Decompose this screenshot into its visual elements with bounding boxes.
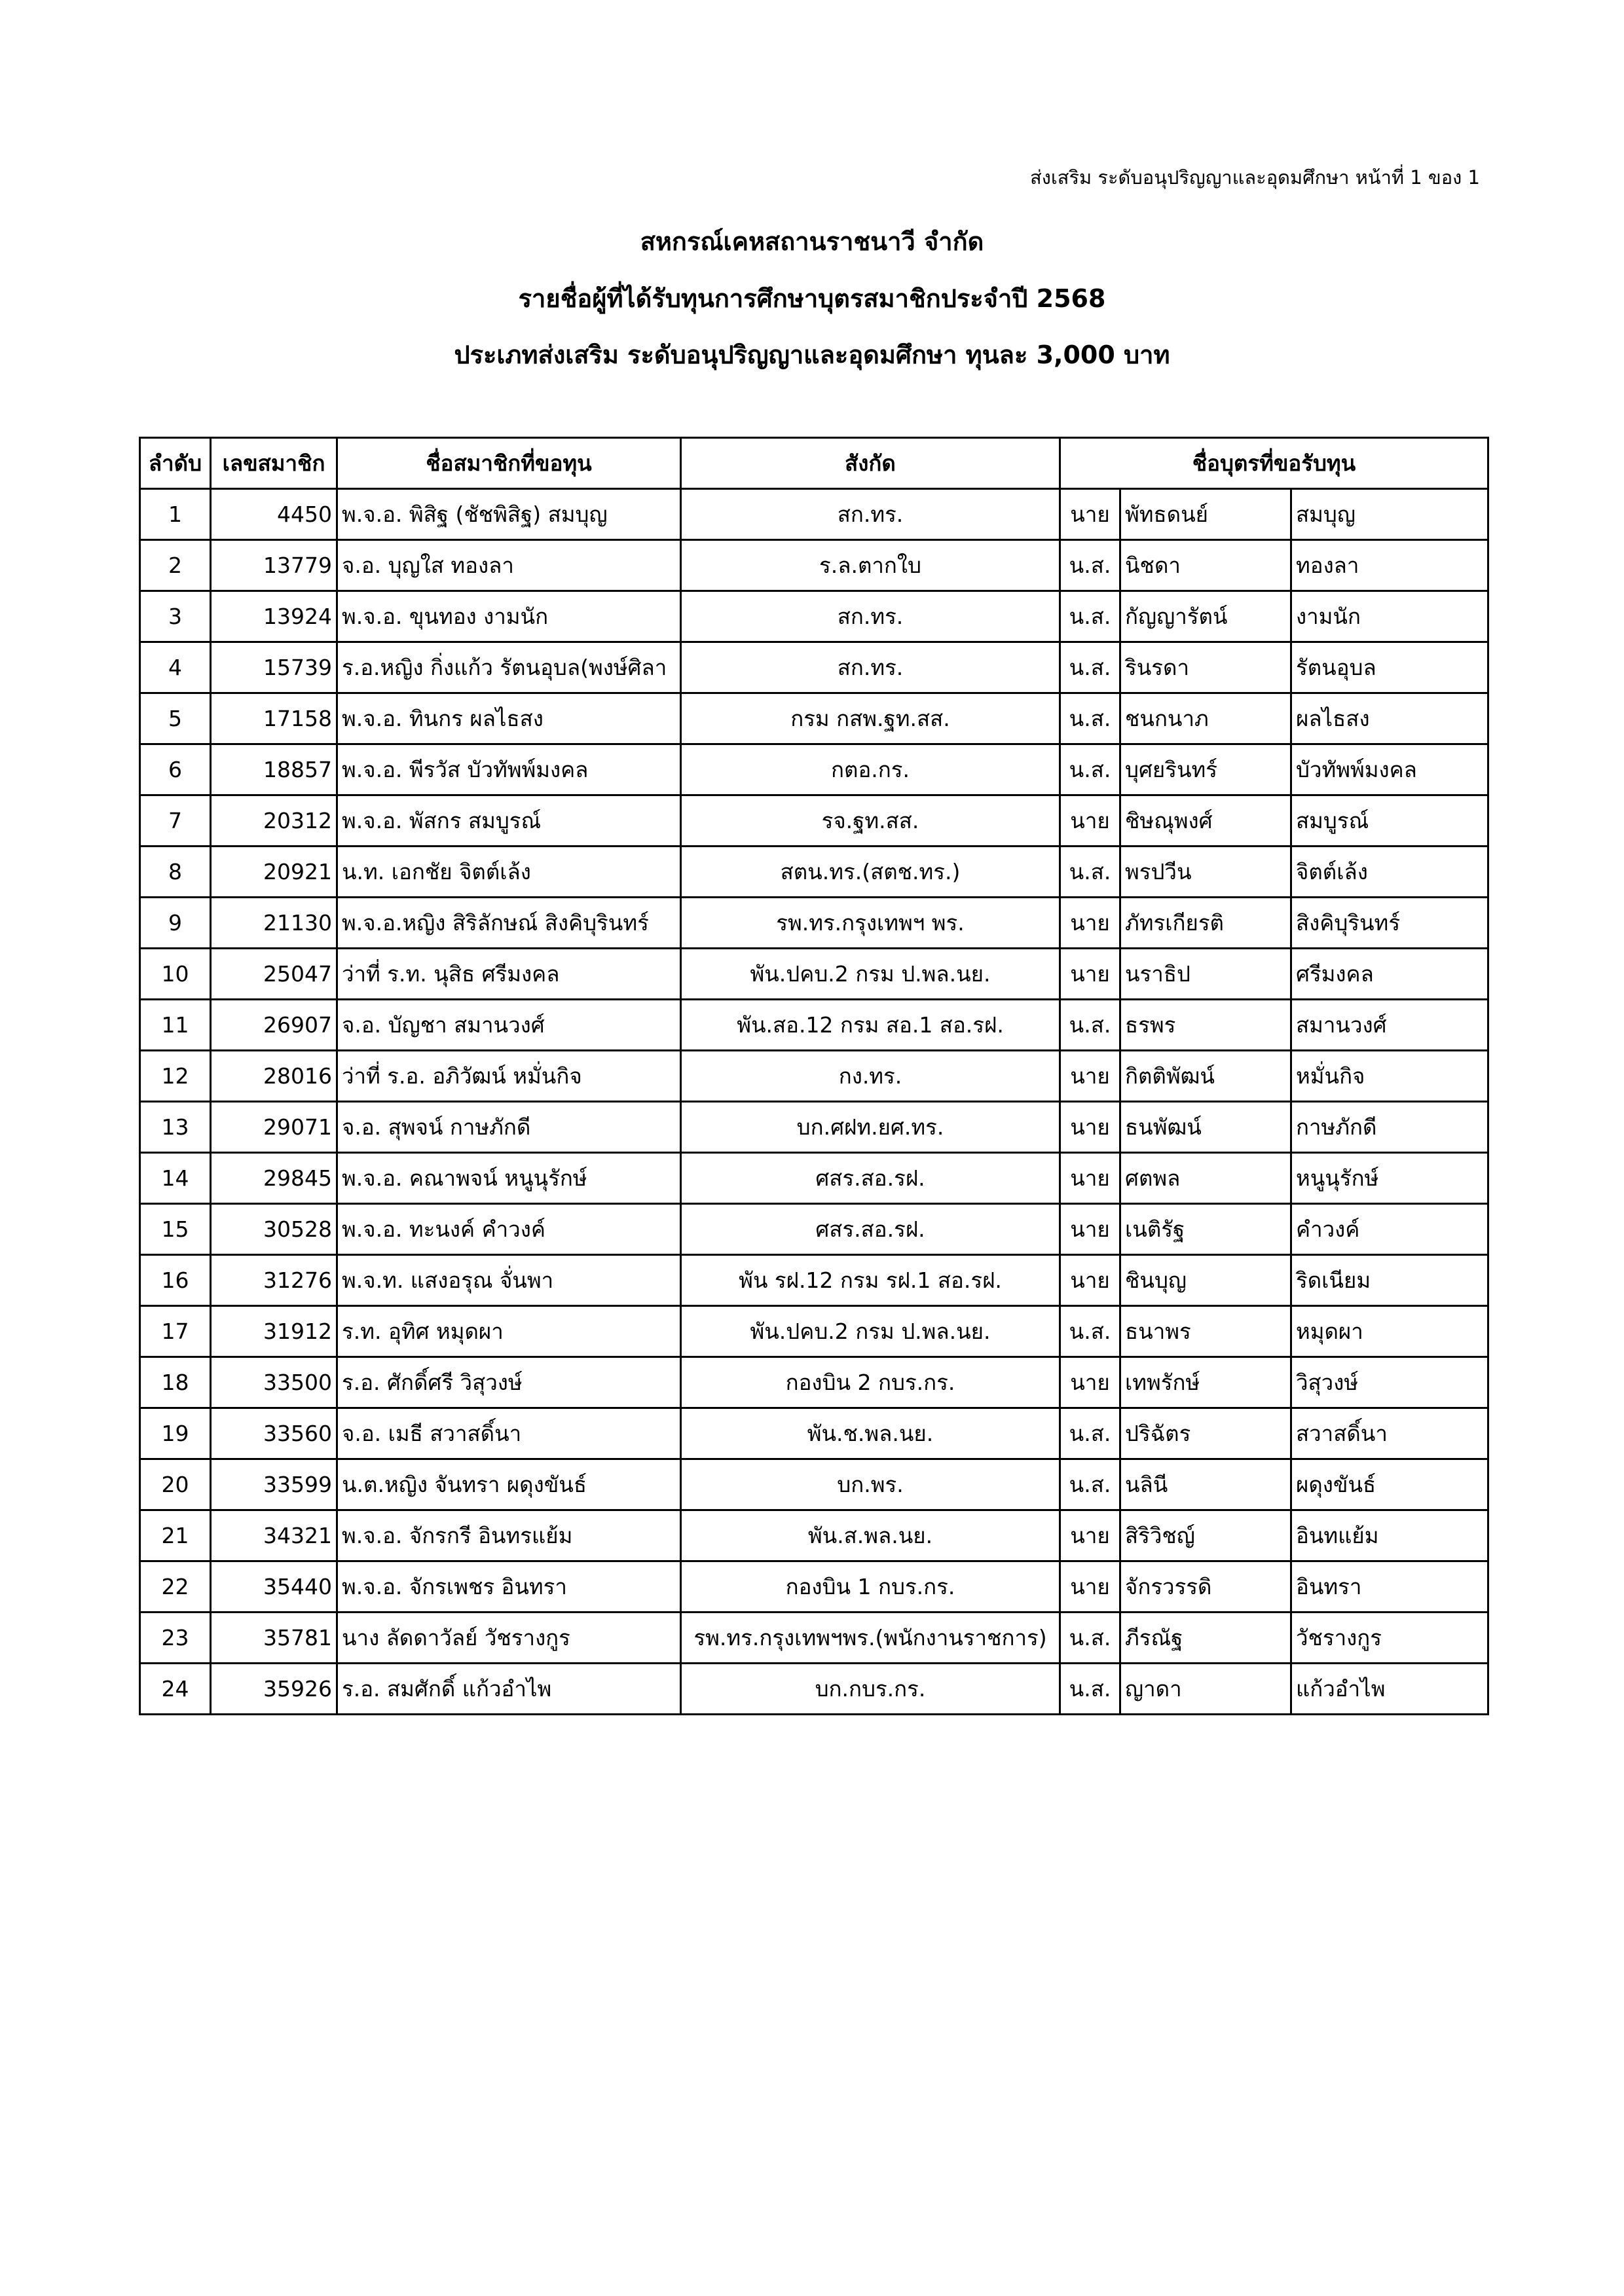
- cell-member-name: น.ต.หญิง จันทรา ผดุงขันธ์: [337, 1459, 681, 1510]
- cell-member-name: นาง ลัดดาวัลย์ วัชรางกูร: [337, 1613, 681, 1664]
- cell-unit: สตน.ทร.(สตช.ทร.): [681, 847, 1060, 898]
- cell-member-no: 20312: [211, 795, 337, 847]
- cell-child-title: น.ส.: [1060, 591, 1120, 642]
- cell-child-title: นาย: [1060, 1153, 1120, 1204]
- cell-child-first-name: ภัทรเกียรติ: [1120, 898, 1291, 949]
- table-row: [140, 1204, 1488, 1255]
- cell-member-name: ร.ท. อุทิศ หมุดผา: [337, 1306, 681, 1357]
- cell-no: 7: [140, 795, 211, 847]
- cell-unit: ร.ล.ตากใบ: [681, 540, 1060, 591]
- cell-member-no: 33500: [211, 1357, 337, 1408]
- table-row: [140, 1102, 1488, 1153]
- page-header: ส่งเสริม ระดับอนุปริญญาและอุดมศึกษา หน้าที่ 1 ของ 1: [1030, 166, 1480, 189]
- cell-member-name: พ.จ.อ. คณาพจน์ หนูนุรักษ์: [337, 1153, 681, 1204]
- cell-child-last-name: บัวทัพพ์มงคล: [1291, 744, 1488, 795]
- cell-child-first-name: นิชดา: [1120, 540, 1291, 591]
- cell-child-last-name: หมั่นกิจ: [1291, 1051, 1488, 1102]
- cell-unit: พัน.ส.พล.นย.: [681, 1510, 1060, 1561]
- cell-member-name: พ.จ.อ. ขุนทอง งามนัก: [337, 591, 681, 642]
- cell-child-last-name: วัชรางกูร: [1291, 1613, 1488, 1664]
- cell-child-first-name: ชนกนาภ: [1120, 693, 1291, 744]
- table-row: [140, 847, 1488, 898]
- cell-child-last-name: คำวงค์: [1291, 1204, 1488, 1255]
- cell-member-no: 29071: [211, 1102, 337, 1153]
- cell-child-first-name: เนติรัฐ: [1120, 1204, 1291, 1255]
- cell-no: 10: [140, 949, 211, 1000]
- header-unit: สังกัด: [681, 438, 1060, 489]
- header-no: ลำดับ: [140, 438, 211, 489]
- cell-member-name: จ.อ. เมธี สวาสดิ์นา: [337, 1408, 681, 1459]
- cell-no: 18: [140, 1357, 211, 1408]
- cell-member-no: 34321: [211, 1510, 337, 1561]
- table-row: [140, 1510, 1488, 1561]
- document-subtitle: รายชื่อผู้ที่ได้รับทุนการศึกษาบุตรสมาชิกประจำปี 2568: [518, 284, 1106, 313]
- table-row: [140, 1613, 1488, 1664]
- cell-unit: กรม กสพ.ฐท.สส.: [681, 693, 1060, 744]
- cell-child-title: นาย: [1060, 795, 1120, 847]
- cell-child-last-name: สมานวงศ์: [1291, 1000, 1488, 1051]
- cell-member-name: พ.จ.อ. พีรวัส บัวทัพพ์มงคล: [337, 744, 681, 795]
- cell-child-last-name: อินทแย้ม: [1291, 1510, 1488, 1561]
- cell-unit: สก.ทร.: [681, 489, 1060, 540]
- cell-member-no: 26907: [211, 1000, 337, 1051]
- cell-unit: บก.กบร.กร.: [681, 1664, 1060, 1715]
- cell-child-last-name: แก้วอำไพ: [1291, 1664, 1488, 1715]
- cell-child-title: น.ส.: [1060, 1664, 1120, 1715]
- table-row: [140, 898, 1488, 949]
- cell-no: 13: [140, 1102, 211, 1153]
- cell-member-no: 21130: [211, 898, 337, 949]
- cell-member-name: จ.อ. บัญชา สมานวงศ์: [337, 1000, 681, 1051]
- table-row: [140, 489, 1488, 540]
- cell-child-last-name: รัตนอุบล: [1291, 642, 1488, 693]
- cell-member-no: 28016: [211, 1051, 337, 1102]
- cell-child-last-name: งามนัก: [1291, 591, 1488, 642]
- cell-member-name: จ.อ. สุพจน์ กาษภักดี: [337, 1102, 681, 1153]
- cell-child-title: นาย: [1060, 1561, 1120, 1613]
- cell-child-first-name: กิตติพัฒน์: [1120, 1051, 1291, 1102]
- header-member-no: เลขสมาชิก: [211, 438, 337, 489]
- cell-unit: กองบิน 1 กบร.กร.: [681, 1561, 1060, 1613]
- cell-member-no: 30528: [211, 1204, 337, 1255]
- cell-member-no: 33599: [211, 1459, 337, 1510]
- cell-member-name: พ.จ.อ. ทะนงค์ คำวงค์: [337, 1204, 681, 1255]
- scholarship-table: [139, 437, 1489, 1715]
- cell-unit: พัน.สอ.12 กรม สอ.1 สอ.รฝ.: [681, 1000, 1060, 1051]
- cell-child-title: น.ส.: [1060, 540, 1120, 591]
- cell-no: 5: [140, 693, 211, 744]
- cell-child-first-name: ภีรณัฐ: [1120, 1613, 1291, 1664]
- cell-unit: ศสร.สอ.รฝ.: [681, 1153, 1060, 1204]
- cell-child-first-name: สิริวิชญ์: [1120, 1510, 1291, 1561]
- cell-child-last-name: ริดเนียม: [1291, 1255, 1488, 1306]
- cell-child-last-name: สมบูรณ์: [1291, 795, 1488, 847]
- cell-member-name: น.ท. เอกชัย จิตต์เล้ง: [337, 847, 681, 898]
- cell-child-last-name: กาษภักดี: [1291, 1102, 1488, 1153]
- table-row: [140, 642, 1488, 693]
- cell-member-no: 35440: [211, 1561, 337, 1613]
- cell-member-name: พ.จ.อ. ทินกร ผลไธสง: [337, 693, 681, 744]
- cell-child-first-name: นลินี: [1120, 1459, 1291, 1510]
- cell-child-last-name: ผลไธสง: [1291, 693, 1488, 744]
- table-row: [140, 1561, 1488, 1613]
- table-row: [140, 795, 1488, 847]
- table-row: [140, 1306, 1488, 1357]
- cell-unit: รจ.ฐท.สส.: [681, 795, 1060, 847]
- cell-child-first-name: ปริฉัตร: [1120, 1408, 1291, 1459]
- cell-child-last-name: สิงคิบุรินทร์: [1291, 898, 1488, 949]
- cell-child-last-name: ผดุงขันธ์: [1291, 1459, 1488, 1510]
- cell-child-first-name: ชินบุญ: [1120, 1255, 1291, 1306]
- cell-child-title: นาย: [1060, 489, 1120, 540]
- cell-member-name: จ.อ. บุญใส ทองลา: [337, 540, 681, 591]
- cell-no: 16: [140, 1255, 211, 1306]
- cell-no: 11: [140, 1000, 211, 1051]
- cell-child-title: นาย: [1060, 1255, 1120, 1306]
- cell-unit: พัน รฝ.12 กรม รฝ.1 สอ.รฝ.: [681, 1255, 1060, 1306]
- cell-child-last-name: ทองลา: [1291, 540, 1488, 591]
- table-row: [140, 1255, 1488, 1306]
- cell-child-first-name: จักรวรรดิ: [1120, 1561, 1291, 1613]
- cell-no: 22: [140, 1561, 211, 1613]
- cell-no: 14: [140, 1153, 211, 1204]
- cell-member-name: ร.อ. ศักดิ์ศรี วิสุวงษ์: [337, 1357, 681, 1408]
- cell-no: 20: [140, 1459, 211, 1510]
- cell-member-no: 20921: [211, 847, 337, 898]
- cell-child-title: น.ส.: [1060, 1306, 1120, 1357]
- cell-unit: พัน.ปคบ.2 กรม ป.พล.นย.: [681, 1306, 1060, 1357]
- cell-child-first-name: นราธิป: [1120, 949, 1291, 1000]
- cell-member-no: 17158: [211, 693, 337, 744]
- cell-no: 19: [140, 1408, 211, 1459]
- cell-unit: กง.ทร.: [681, 1051, 1060, 1102]
- cell-unit: รพ.ทร.กรุงเทพฯพร.(พนักงานราชการ): [681, 1613, 1060, 1664]
- cell-child-last-name: จิตต์เล้ง: [1291, 847, 1488, 898]
- cell-no: 6: [140, 744, 211, 795]
- cell-child-first-name: เทพรักษ์: [1120, 1357, 1291, 1408]
- cell-child-title: น.ส.: [1060, 847, 1120, 898]
- cell-unit: บก.ศฝท.ยศ.ทร.: [681, 1102, 1060, 1153]
- table-row: [140, 693, 1488, 744]
- cell-child-last-name: สมบุญ: [1291, 489, 1488, 540]
- cell-no: 15: [140, 1204, 211, 1255]
- cell-child-title: นาย: [1060, 1204, 1120, 1255]
- cell-no: 21: [140, 1510, 211, 1561]
- cell-child-title: น.ส.: [1060, 1408, 1120, 1459]
- cell-member-no: 33560: [211, 1408, 337, 1459]
- cell-child-first-name: บุศยรินทร์: [1120, 744, 1291, 795]
- cell-child-first-name: ธนพัฒน์: [1120, 1102, 1291, 1153]
- table-body: [140, 489, 1488, 1715]
- cell-child-last-name: หมุดผา: [1291, 1306, 1488, 1357]
- cell-unit: บก.พร.: [681, 1459, 1060, 1510]
- cell-no: 17: [140, 1306, 211, 1357]
- cell-child-first-name: ญาดา: [1120, 1664, 1291, 1715]
- table-header-row: [140, 438, 1488, 489]
- cell-child-title: น.ส.: [1060, 1000, 1120, 1051]
- cell-member-no: 31912: [211, 1306, 337, 1357]
- cell-no: 1: [140, 489, 211, 540]
- cell-no: 4: [140, 642, 211, 693]
- cell-child-first-name: กัญญารัตน์: [1120, 591, 1291, 642]
- document-subtitle-2: ประเภทส่งเสริม ระดับอนุปริญญาและอุดมศึกษา ทุนละ 3,000 บาท: [454, 340, 1170, 369]
- header-member-name: ชื่อสมาชิกที่ขอทุน: [337, 438, 681, 489]
- cell-child-last-name: สวาสดิ์นา: [1291, 1408, 1488, 1459]
- cell-member-no: 29845: [211, 1153, 337, 1204]
- table-row: [140, 1459, 1488, 1510]
- table-row: [140, 1357, 1488, 1408]
- table-row: [140, 1000, 1488, 1051]
- cell-member-name: ว่าที่ ร.อ. อภิวัฒน์ หมั่นกิจ: [337, 1051, 681, 1102]
- cell-member-name: ร.อ. สมศักดิ์ แก้วอำไพ: [337, 1664, 681, 1715]
- cell-member-name: ว่าที่ ร.ท. นุสิธ ศรีมงคล: [337, 949, 681, 1000]
- cell-child-first-name: รินรดา: [1120, 642, 1291, 693]
- cell-member-name: พ.จ.อ. จักรกรี อินทรแย้ม: [337, 1510, 681, 1561]
- table-row: [140, 1051, 1488, 1102]
- cell-member-name: พ.จ.อ. พัสกร สมบูรณ์: [337, 795, 681, 847]
- table-row: [140, 744, 1488, 795]
- table-row: [140, 540, 1488, 591]
- cell-child-title: นาย: [1060, 949, 1120, 1000]
- document-title: สหกรณ์เคหสถานราชนาวี จำกัด: [640, 227, 984, 256]
- cell-child-last-name: หนูนุรักษ์: [1291, 1153, 1488, 1204]
- table-row: [140, 949, 1488, 1000]
- cell-child-title: น.ส.: [1060, 744, 1120, 795]
- cell-no: 23: [140, 1613, 211, 1664]
- table-row: [140, 1664, 1488, 1715]
- cell-child-title: นาย: [1060, 1510, 1120, 1561]
- cell-member-no: 35926: [211, 1664, 337, 1715]
- cell-unit: ศสร.สอ.รฝ.: [681, 1204, 1060, 1255]
- cell-member-name: พ.จ.อ.หญิง สิริลักษณ์ สิงคิบุรินทร์: [337, 898, 681, 949]
- table-row: [140, 1153, 1488, 1204]
- cell-member-name: ร.อ.หญิง กิ่งแก้ว รัตนอุบล(พงษ์ศิลา: [337, 642, 681, 693]
- cell-child-last-name: ศรีมงคล: [1291, 949, 1488, 1000]
- cell-unit: พัน.ช.พล.นย.: [681, 1408, 1060, 1459]
- cell-member-name: พ.จ.อ. จักรเพชร อินทรา: [337, 1561, 681, 1613]
- cell-unit: กตอ.กร.: [681, 744, 1060, 795]
- cell-member-no: 35781: [211, 1613, 337, 1664]
- cell-child-first-name: ศตพล: [1120, 1153, 1291, 1204]
- cell-child-title: นาย: [1060, 898, 1120, 949]
- cell-no: 12: [140, 1051, 211, 1102]
- cell-no: 8: [140, 847, 211, 898]
- cell-child-title: นาย: [1060, 1357, 1120, 1408]
- cell-member-no: 25047: [211, 949, 337, 1000]
- table-row: [140, 591, 1488, 642]
- cell-member-name: พ.จ.ท. แสงอรุณ จั่นพา: [337, 1255, 681, 1306]
- cell-child-first-name: ธรพร: [1120, 1000, 1291, 1051]
- table-row: [140, 1408, 1488, 1459]
- cell-child-title: น.ส.: [1060, 642, 1120, 693]
- cell-child-title: นาย: [1060, 1102, 1120, 1153]
- cell-member-no: 18857: [211, 744, 337, 795]
- cell-member-no: 4450: [211, 489, 337, 540]
- cell-child-first-name: ธนาพร: [1120, 1306, 1291, 1357]
- header-child-name: ชื่อบุตรที่ขอรับทุน: [1060, 438, 1488, 489]
- cell-child-last-name: วิสุวงษ์: [1291, 1357, 1488, 1408]
- cell-child-title: น.ส.: [1060, 1613, 1120, 1664]
- cell-child-title: น.ส.: [1060, 1459, 1120, 1510]
- cell-unit: รพ.ทร.กรุงเทพฯ พร.: [681, 898, 1060, 949]
- cell-member-name: พ.จ.อ. พิสิฐ (ชัชพิสิฐ) สมบุญ: [337, 489, 681, 540]
- cell-child-first-name: พรปวีน: [1120, 847, 1291, 898]
- cell-unit: สก.ทร.: [681, 591, 1060, 642]
- cell-member-no: 15739: [211, 642, 337, 693]
- cell-child-first-name: พัทธดนย์: [1120, 489, 1291, 540]
- cell-no: 2: [140, 540, 211, 591]
- cell-child-last-name: อินทรา: [1291, 1561, 1488, 1613]
- cell-no: 3: [140, 591, 211, 642]
- cell-member-no: 13924: [211, 591, 337, 642]
- cell-no: 24: [140, 1664, 211, 1715]
- cell-child-title: นาย: [1060, 1051, 1120, 1102]
- cell-child-title: น.ส.: [1060, 693, 1120, 744]
- cell-no: 9: [140, 898, 211, 949]
- cell-child-first-name: ชิษณุพงศ์: [1120, 795, 1291, 847]
- cell-unit: พัน.ปคบ.2 กรม ป.พล.นย.: [681, 949, 1060, 1000]
- cell-unit: กองบิน 2 กบร.กร.: [681, 1357, 1060, 1408]
- cell-member-no: 13779: [211, 540, 337, 591]
- cell-member-no: 31276: [211, 1255, 337, 1306]
- cell-unit: สก.ทร.: [681, 642, 1060, 693]
